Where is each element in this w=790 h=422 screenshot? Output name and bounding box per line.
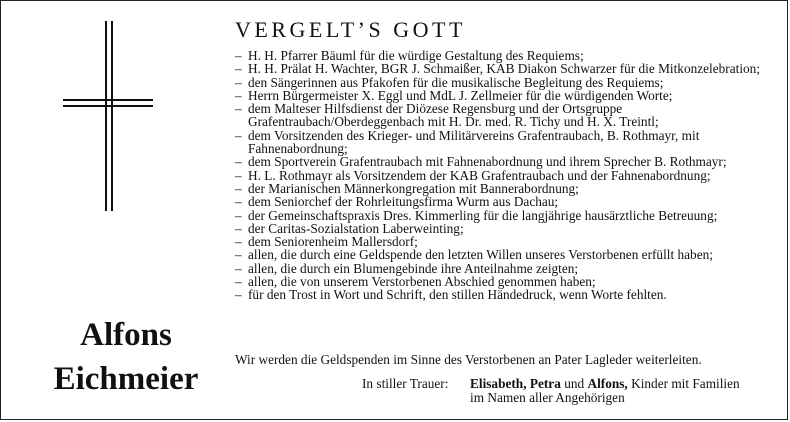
deceased-name [31, 313, 221, 401]
thanks-item: – H. H. Prälat H. Wachter, BGR J. Schmaißer, KAB Diakon Schwarzer für die Mitkonzelebration; [235, 62, 780, 75]
mourner-name: Alfons, [587, 376, 628, 391]
deceased-last-name: Eichmeier [53, 361, 199, 397]
mourner-name: Elisabeth, [470, 376, 527, 391]
thanks-item: – dem Sportverein Grafentraubach mit Fahnenabordnung und ihrem Sprecher B. Rothmayr; [235, 155, 780, 168]
thanks-item: – H. L. Rothmayr als Vorsitzendem der KAB Grafentraubach und der Fahnenabordnung; [235, 169, 780, 182]
thanks-item: – allen, die durch ein Blumengebinde ihre Anteilnahme zeigten; [235, 262, 780, 275]
thanks-item: – der Gemeinschaftspraxis Dres. Kimmerling für die langjährige hausärztliche Betreuung; [235, 209, 780, 222]
thanks-item: – der Marianischen Männerkongregation mit Bannerabordnung; [235, 182, 780, 195]
deceased-first-name: Alfons [80, 317, 172, 353]
notice-title: VERGELT’S GOTT [235, 17, 466, 42]
closing-sentence: Wir werden die Geldspenden im Sinne des Verstorbenen an Pater Lagleder weiterleiten. [235, 352, 702, 367]
cross-icon [63, 21, 153, 211]
thanks-list [235, 49, 780, 302]
conjunction: und [564, 376, 585, 391]
thanks-item: – dem Seniorchef der Rohrleitungsfirma Wurm aus Dachau; [235, 195, 780, 208]
mourner-family: Kinder mit Familien [631, 376, 740, 391]
thanks-item: – allen, die von unserem Verstorbenen Abschied genommen haben; [235, 275, 780, 288]
mourners-line2: im Namen aller Angehörigen [470, 390, 625, 405]
thanks-item: – der Caritas-Sozialstation Laberweinting; [235, 222, 780, 235]
mourner-name: Petra [529, 376, 561, 391]
mourners-label: In stiller Trauer: [362, 376, 449, 391]
thanks-item: – H. H. Pfarrer Bäuml für die würdige Gestaltung des Requiems; [235, 49, 780, 62]
thanks-item: – für den Trost in Wort und Schrift, den stillen Händedruck, wenn Worte fehlten. [235, 288, 780, 301]
thanks-item: – den Sängerinnen aus Pfakofen für die musikalische Begleitung des Requiems; [235, 76, 780, 89]
thanks-item: – Herrn Bürgermeister X. Eggl und MdL J. Zellmeier für die würdigenden Worte; [235, 89, 780, 102]
thanks-item: – dem Malteser Hilfsdienst der Diözese Regensburg und der Ortsgruppe Grafentraubach/Oberdeggenbach mit H. Dr. med. R. Tichy und H. X. Treintl; [235, 102, 780, 129]
thanks-item: – dem Seniorenheim Mallersdorf; [235, 235, 780, 248]
thanks-item: – allen, die durch eine Geldspende den letzten Willen unseres Verstorbenen erfüllt haben; [235, 248, 780, 261]
thanks-item: – dem Vorsitzenden des Krieger- und Militärvereins Grafentraubach, B. Rothmayr, mit Fahnenabordnung; [235, 129, 780, 156]
